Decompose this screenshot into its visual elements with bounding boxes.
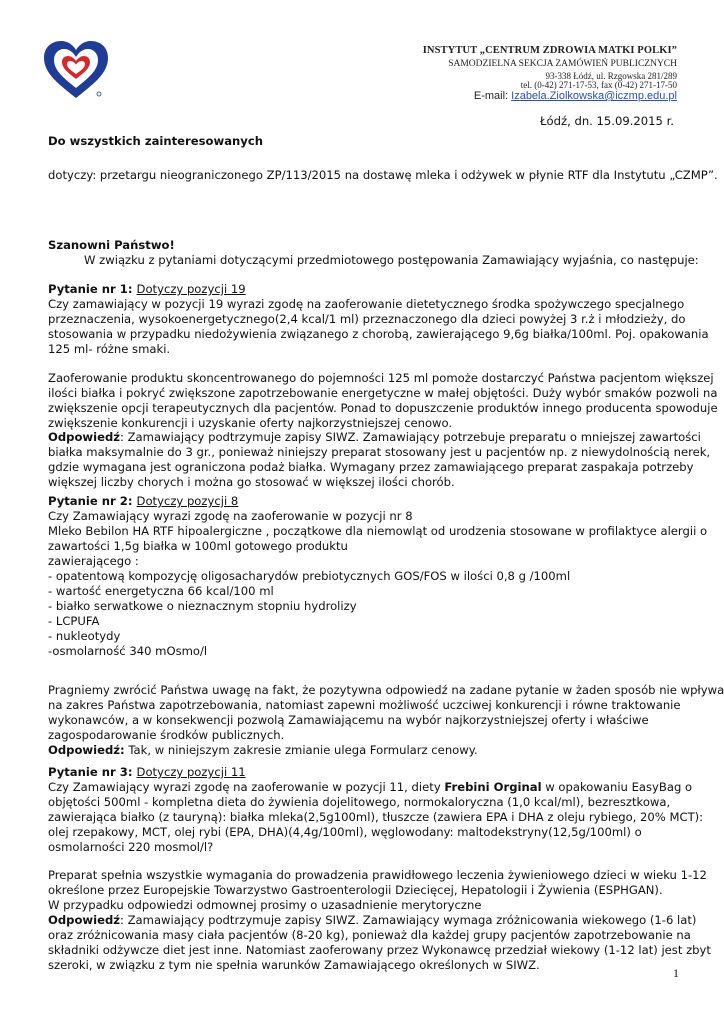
q3-label: Pytanie nr 3:: [48, 765, 137, 779]
q1-answer-label: Odpowiedź: [48, 430, 121, 444]
q2-answer: [48, 743, 478, 757]
email-link[interactable]: Izabela.Ziolkowska@iczmp.edu.pl: [511, 90, 677, 102]
section-name: SAMODZIELNA SEKCJA ZAMÓWIEŃ PUBLICZNYCH: [448, 59, 677, 69]
q2-justification-line: Pragniemy zwrócić Państwa uwagę na fakt, że pozytywna odpowiedź na zadane pytanie w żaden sposób nie wpływa: [48, 683, 724, 697]
q3-product-name: Frebini Orginal: [444, 780, 542, 794]
q2-question-line: - nukleotydy: [48, 629, 121, 643]
phone-fax: tel. (0-42) 271-17-53, fax (0-42) 271-17-50: [520, 80, 677, 90]
q3-justification-line: Preparat spełnia wszystkie wymagania do prowadzenia prawidłowego leczenia żywieniowego dzieci w wieku 1-12: [48, 868, 707, 882]
q1-justification-line: zwiększenie konkurencji i uzyskanie oferty najkorzystniejszej cenowo.: [48, 416, 453, 430]
addressee: Do wszystkich zainteresowanych: [48, 134, 263, 148]
q1-question-line: przeznaczenia, wysokoenergetycznego(2,4 kcal/1 ml) przeznaczonego dla dzieci powyżej 3 r.ż i młodzieży, do: [48, 312, 686, 326]
q1-answer-line: białka maksymalnie do 3 gr., ponieważ niniejszy preparat stosowany jest u pacjentów np. z niewydolnością nerek,: [48, 445, 711, 459]
q3-question-line: zawierająca białko (z tauryną): białka mleka(2,5g100ml), tłuszcze (zawiera EPA i DHA z oleju rybiego, 20% MCT):: [48, 810, 704, 824]
q2-question-line: - białko serwatkowe o nieznacznym stopniu hydrolizy: [48, 599, 357, 613]
q3-question-text: Czy Zamawiający wyrazi zgodę na zaoferowanie w pozycji 11, diety: [48, 780, 445, 794]
q2-justification-line: na zakres Państwa zapotrzebowania, natomiast zapewni możliwość uczciwej konkurencji i równe traktowanie: [48, 698, 681, 712]
q1-answer-line: gdzie wymagana jest ograniczona podaż białka. Wymagany przez zamawiającego preparat zaspakaja potrzeby: [48, 460, 694, 474]
q1-justification-line: Zaoferowanie produktu skoncentrowanego do pojemności 125 ml pomoże dostarczyć Państwa pacjentom większej: [48, 371, 714, 385]
q3-answer-line: oraz zróżnicowania masy ciała pacjentów (8-20 kg), ponieważ dla każdej grupy pacjentów zapotrzebowanie na: [48, 928, 691, 942]
q2-answer-label: Odpowiedź:: [48, 743, 125, 757]
salutation: Szanowni Państwo!: [48, 238, 175, 252]
q1-question-line: Czy zamawiający w pozycji 19 wyrazi zgodę na zaoferowanie dietetycznego środka spożywczego specjalnego: [48, 297, 685, 311]
q2-question-line: - wartość energetyczna 66 kcal/100 ml: [48, 584, 274, 598]
q3-answer-text: : Zamawiający podtrzymuje zapisy SIWZ. Zamawiający wymaga zróżnicowania wiekowego (1-6 lat): [120, 913, 697, 927]
email-line: [474, 90, 677, 102]
q2-question-line: zawierającego :: [48, 554, 139, 568]
institution-name: INSTYTUT „CENTRUM ZDROWIA MATKI POLKI”: [422, 45, 677, 56]
q2-question-line: Mleko Bebilon HA RTF hipoalergiczne , początkowe dla niemowląt od urodzenia stosowane w profilaktyce alergii o: [48, 524, 708, 538]
q1-justification-line: ilości białka i pokryć zwiększone zapotrzebowanie energetyczne w małej objętości. Duży wybór smaków pozwoli na: [48, 386, 718, 400]
q3-answer-label: Odpowiedź: [48, 913, 121, 927]
q1-answer-line: większej liczby chorych i można go stosować w większej ilości chorób.: [48, 475, 455, 489]
q2-question-line: - LCPUFA: [48, 614, 100, 628]
q1-answer: [48, 430, 701, 444]
q2-justification-line: zagospodarowanie środków publicznych.: [48, 728, 285, 742]
q2-question-line: - opatentową kompozycję oligosacharydów prebiotycznych GOS/FOS w ilości 0,8 g /100ml: [48, 569, 571, 583]
q1-answer-text: : Zamawiający podtrzymuje zapisy SIWZ. Zamawiający potrzebuje preparatu o mniejszej zawartości: [120, 430, 701, 444]
q2-question-line: -osmolarność 340 mOsmo/l: [48, 644, 208, 658]
subject-line: dotyczy: przetargu nieograniczonego ZP/113/2015 na dostawę mleka i odżywek w płynie RTF dla Instytutu „CZMP”.: [48, 168, 718, 182]
q3-heading: [48, 765, 246, 779]
intro-text: W związku z pytaniami dotyczącymi przedmiotowego postępowania Zamawiający wyjaśnia, co następuje:: [84, 253, 699, 267]
q3-answer-line: składniki odżywcze diet jest inne. Natomiast zaoferowany przez Wykonawcę przedział wiekowy (1-12 lat) jest zbyt: [48, 943, 711, 957]
q3-ref: Dotyczy pozycji 11: [136, 765, 246, 779]
q3-question-line: objętości 500ml - kompletna dieta do żywienia dojelitowego, normokaloryczna (1,0 kcal/ml), bezresztkowa,: [48, 795, 671, 809]
q3-answer-first-line: [48, 913, 697, 927]
q2-heading: [48, 494, 238, 508]
q2-answer-text: Tak, w niniejszym zakresie zmianie ulega Formularz cenowy.: [124, 743, 478, 757]
date-line: Łódź, dn. 15.09.2015 r.: [540, 114, 674, 128]
email-label: E-mail:: [473, 90, 512, 102]
institute-logo: [40, 38, 112, 100]
q3-answer-line: szeroki, w związku z tym nie spełnia warunków Zamawiającego określonych w SIWZ.: [48, 958, 540, 972]
q1-label: Pytanie nr 1:: [48, 282, 137, 296]
q3-question-first-line: [48, 780, 692, 794]
q3-justification-line: określone przez Europejskie Towarzystwo Gastroenterologii Dziecięcej, Hepatologii i Żywienia (ESPHGAN).: [48, 883, 663, 897]
q3-answer: [48, 913, 697, 927]
q1-answer-first-line: [48, 430, 701, 444]
q3-question-line: osmolarności 220 mosmol/l?: [48, 840, 214, 854]
q1-question-line: 125 ml- różne smaki.: [48, 342, 171, 356]
q1-ref: Dotyczy pozycji 19: [136, 282, 246, 296]
q1-heading: [48, 282, 246, 296]
q2-label: Pytanie nr 2:: [48, 494, 137, 508]
q3-question-line: olej rzepakowy, MCT, olej rybi (EPA, DHA)(4,4g/100ml), węglowodany: maltodekstryny(12,5g/100ml) o: [48, 825, 642, 839]
address: 93-338 Łódź, ul. Rzgowska 281/289: [545, 71, 677, 81]
q2-ref: Dotyczy pozycji 8: [136, 494, 239, 508]
q2-justification-line: wykonawców, a w konsekwencji pozwolą Zamawiającemu na wybór najkorzystniejszej oferty i właściwe: [48, 713, 649, 727]
q1-justification-line: zwiększenie opcji terapeutycznych dla pacjentów. Ponad to dopuszczenie produktów innego producenta spowoduje: [48, 401, 718, 415]
q2-question-line: Czy Zamawiający wyrazi zgodę na zaoferowanie w pozycji nr 8: [48, 509, 413, 523]
q2-question-line: zawartości 1,5g białka w 100ml gotowego produktu: [48, 539, 348, 553]
q3-question-text: w opakowaniu EasyBag o: [541, 780, 693, 794]
page-number: 1: [673, 966, 679, 980]
q3-justification-line: W przypadku odpowiedzi odmownej prosimy o uzasadnienie merytoryczne: [48, 898, 482, 912]
q1-question-line: stosowania w przypadku niedożywienia związanego z chorobą, zawierającego 9,6g białka/100ml. Poj. opakowania: [48, 327, 709, 341]
